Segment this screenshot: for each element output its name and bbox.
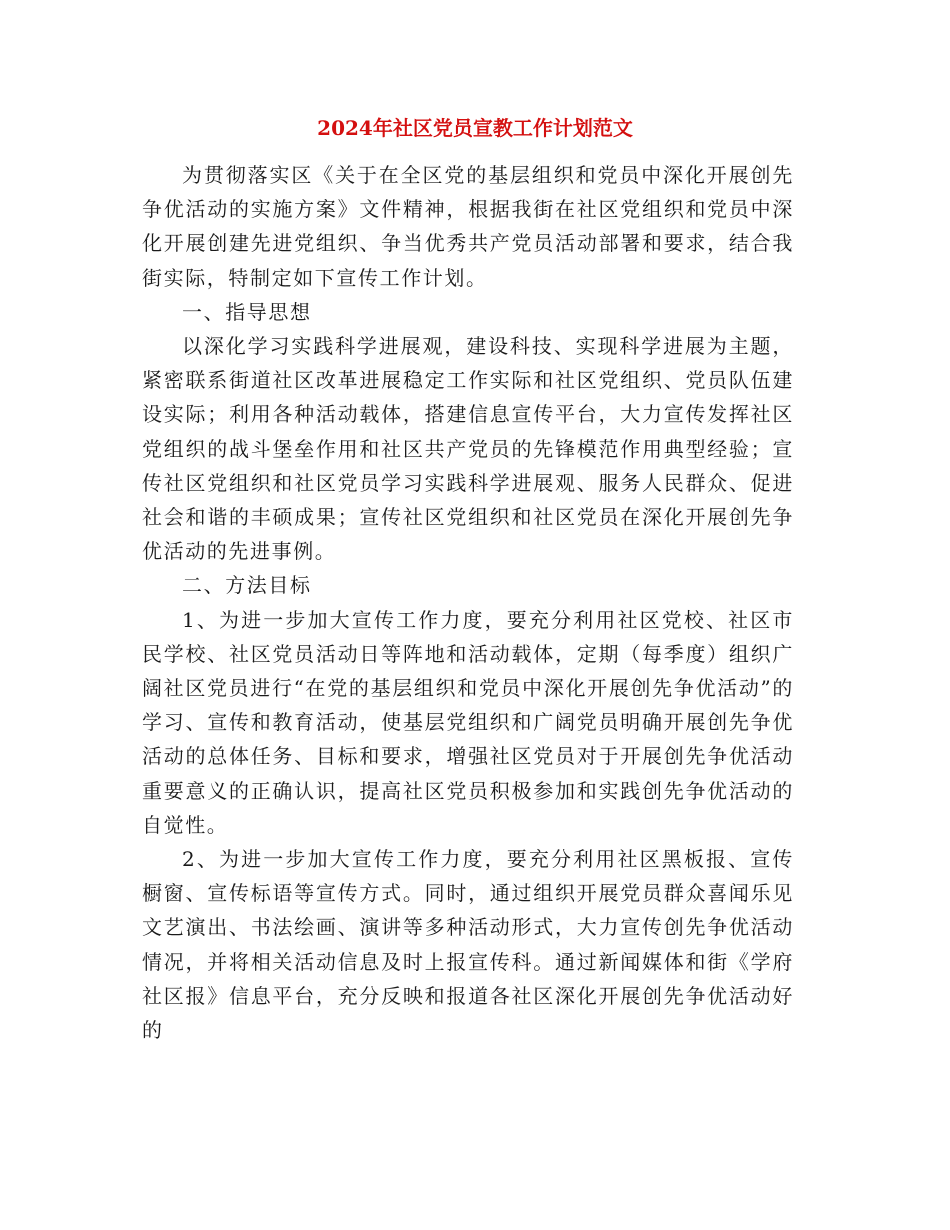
document-body (142, 158, 794, 1047)
document-title: 2024年社区党员宣教工作计划范文 (317, 116, 633, 140)
intro-paragraph: 为贯彻落实区《关于在全区党的基层组织和党员中深化开展创先争优活动的实施方案》文件精神，根据我街在社区党组织和党员中深化开展创建先进党组织、争当优秀共产党员活动部署和要求，结合我街实际，特制定如下宣传工作计划。 (142, 163, 794, 290)
guiding-ideology-paragraph: 以深化学习实践科学进展观，建设科技、实现科学进展为主题，紧密联系街道社区改革进展稳定工作实际和社区党组织、党员队伍建设实际；利用各种活动载体，搭建信息宣传平台，大力宣传发挥社区党组织的战斗堡垒作用和社区共产党员的先锋模范作用典型经验；宣传社区党组织和社区党员学习实践科学进展观、服务人民群众、促进社会和谐的丰硕成果；宣传社区党组织和社区党员在深化开展创先争优活动的先进事例。 (142, 334, 794, 564)
method-item-1-paragraph: 1、为进一步加大宣传工作力度，要充分利用社区党校、社区市民学校、社区党员活动日等阵地和活动载体，定期（每季度）组织广阔社区党员进行“在党的基层组织和党员中深化开展创先争优活动”的学习、宣传和教育活动，使基层党组织和广阔党员明确开展创先争优活动的总体任务、目标和要求，增强社区党员对于开展创先争优活动重要意义的正确认识，提高社区党员积极参加和实践创先争优活动的自觉性。 (142, 607, 794, 837)
section-heading-guiding-ideology: 一、指导思想 (182, 299, 312, 324)
method-item-2-paragraph: 2、为进一步加大宣传工作力度，要充分利用社区黑板报、宣传橱窗、宣传标语等宣传方式。同时，通过组织开展党员群众喜闻乐见文艺演出、书法绘画、演讲等多种活动形式，大力宣传创先争优活动情况，并将相关活动信息及时上报宣传科。通过新闻媒体和街《学府社区报》信息平台，充分反映和报道各社区深化开展创先争优活动好的 (142, 847, 794, 1043)
section-heading-methods-goals: 二、方法目标 (182, 573, 312, 598)
